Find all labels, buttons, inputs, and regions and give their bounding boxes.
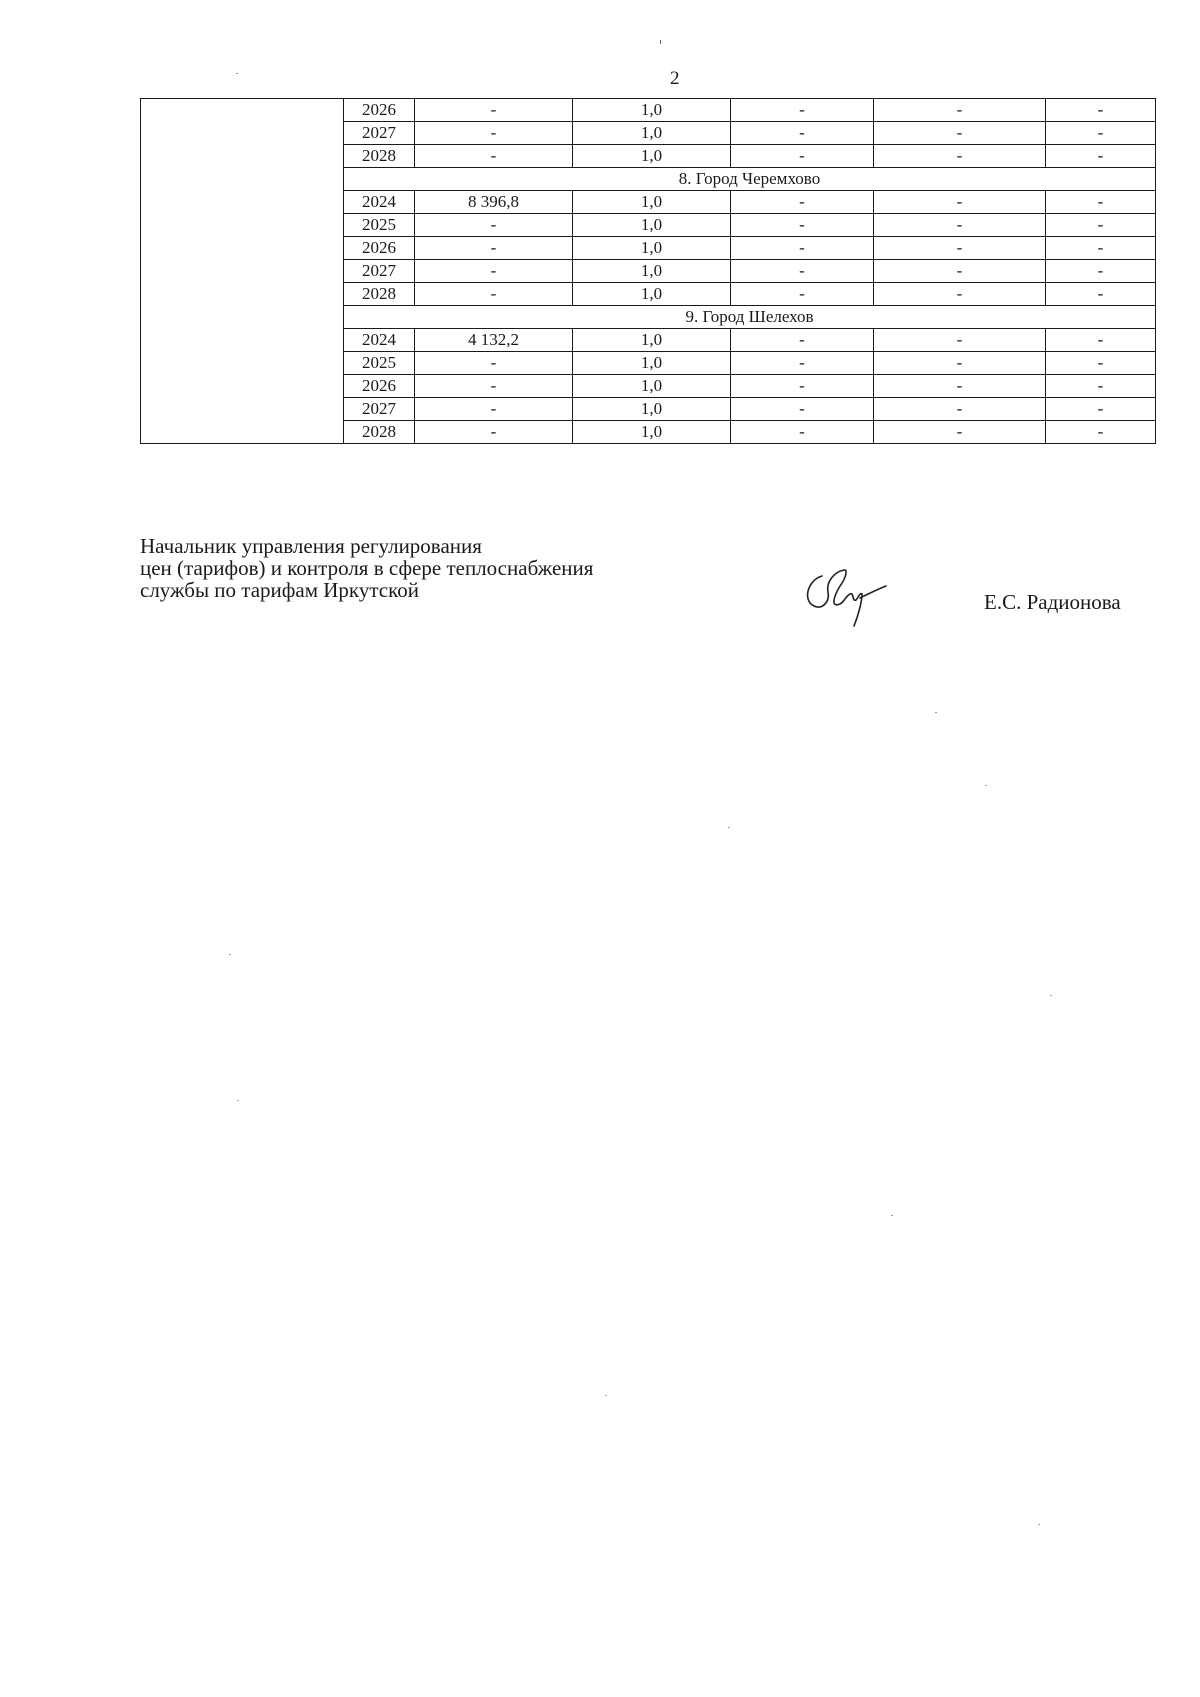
section-title: 9. Город Шелехов	[344, 306, 1156, 329]
year-cell: 2027	[344, 122, 415, 145]
scan-speck	[891, 1215, 893, 1216]
value-cell: -	[1046, 421, 1156, 444]
tariff-table	[140, 98, 1156, 444]
value-cell: -	[1046, 237, 1156, 260]
value-cell: -	[731, 329, 874, 352]
volume-cell: -	[415, 260, 573, 283]
coefficient-cell: 1,0	[573, 283, 731, 306]
value-cell: -	[874, 214, 1046, 237]
year-cell: 2025	[344, 214, 415, 237]
value-cell: -	[731, 375, 874, 398]
year-cell: 2027	[344, 260, 415, 283]
year-cell: 2027	[344, 398, 415, 421]
value-cell: -	[1046, 191, 1156, 214]
scan-speck	[1038, 1524, 1040, 1525]
value-cell: -	[1046, 375, 1156, 398]
volume-cell: -	[415, 375, 573, 398]
value-cell: -	[874, 375, 1046, 398]
page-number: 2	[670, 68, 680, 89]
scan-speck	[229, 954, 231, 955]
value-cell: -	[874, 260, 1046, 283]
merged-blank-cell	[141, 99, 344, 444]
year-cell: 2024	[344, 191, 415, 214]
value-cell: -	[874, 283, 1046, 306]
coefficient-cell: 1,0	[573, 260, 731, 283]
value-cell: -	[874, 398, 1046, 421]
value-cell: -	[874, 122, 1046, 145]
coefficient-cell: 1,0	[573, 214, 731, 237]
value-cell: -	[874, 352, 1046, 375]
value-cell: -	[1046, 352, 1156, 375]
coefficient-cell: 1,0	[573, 145, 731, 168]
value-cell: -	[874, 329, 1046, 352]
value-cell: -	[731, 214, 874, 237]
value-cell: -	[731, 99, 874, 122]
signer-name: Е.С. Радионова	[984, 590, 1121, 614]
volume-cell: 8 396,8	[415, 191, 573, 214]
coefficient-cell: 1,0	[573, 99, 731, 122]
value-cell: -	[1046, 214, 1156, 237]
year-cell: 2026	[344, 375, 415, 398]
value-cell: -	[1046, 329, 1156, 352]
value-cell: -	[731, 260, 874, 283]
section-title: 8. Город Черемхово	[344, 168, 1156, 191]
year-cell: 2026	[344, 237, 415, 260]
value-cell: -	[731, 352, 874, 375]
scan-speck	[728, 827, 730, 828]
scan-speck	[236, 73, 238, 74]
scan-speck	[237, 1100, 239, 1101]
volume-cell: -	[415, 122, 573, 145]
signer-title-line-3: службы по тарифам Иркутской	[140, 578, 419, 602]
coefficient-cell: 1,0	[573, 421, 731, 444]
year-cell: 2025	[344, 352, 415, 375]
coefficient-cell: 1,0	[573, 329, 731, 352]
coefficient-cell: 1,0	[573, 352, 731, 375]
table-row	[141, 99, 1156, 122]
value-cell: -	[1046, 260, 1156, 283]
signature-block	[140, 535, 593, 601]
value-cell: -	[731, 122, 874, 145]
value-cell: -	[874, 99, 1046, 122]
volume-cell: -	[415, 237, 573, 260]
volume-cell: 4 132,2	[415, 329, 573, 352]
scan-speck	[935, 712, 937, 713]
value-cell: -	[731, 398, 874, 421]
volume-cell: -	[415, 214, 573, 237]
year-cell: 2024	[344, 329, 415, 352]
volume-cell: -	[415, 421, 573, 444]
value-cell: -	[731, 283, 874, 306]
year-cell: 2026	[344, 99, 415, 122]
value-cell: -	[874, 191, 1046, 214]
handwritten-signature	[800, 558, 890, 630]
scan-speck	[1050, 995, 1052, 996]
coefficient-cell: 1,0	[573, 375, 731, 398]
coefficient-cell: 1,0	[573, 398, 731, 421]
value-cell: -	[1046, 398, 1156, 421]
value-cell: -	[731, 237, 874, 260]
value-cell: -	[731, 421, 874, 444]
value-cell: -	[874, 237, 1046, 260]
coefficient-cell: 1,0	[573, 122, 731, 145]
volume-cell: -	[415, 352, 573, 375]
value-cell: -	[1046, 99, 1156, 122]
scan-speck	[985, 785, 987, 786]
value-cell: -	[874, 145, 1046, 168]
signer-title-line-1: Начальник управления регулирования	[140, 534, 482, 558]
volume-cell: -	[415, 145, 573, 168]
coefficient-cell: 1,0	[573, 237, 731, 260]
volume-cell: -	[415, 283, 573, 306]
year-cell: 2028	[344, 145, 415, 168]
scan-speck	[605, 1395, 607, 1396]
volume-cell: -	[415, 99, 573, 122]
value-cell: -	[731, 191, 874, 214]
scan-mark	[660, 40, 661, 44]
signer-title-line-2: цен (тарифов) и контроля в сфере теплоснабжения	[140, 556, 594, 580]
value-cell: -	[874, 421, 1046, 444]
coefficient-cell: 1,0	[573, 191, 731, 214]
value-cell: -	[1046, 283, 1156, 306]
value-cell: -	[1046, 145, 1156, 168]
year-cell: 2028	[344, 283, 415, 306]
volume-cell: -	[415, 398, 573, 421]
value-cell: -	[1046, 122, 1156, 145]
value-cell: -	[731, 145, 874, 168]
year-cell: 2028	[344, 421, 415, 444]
